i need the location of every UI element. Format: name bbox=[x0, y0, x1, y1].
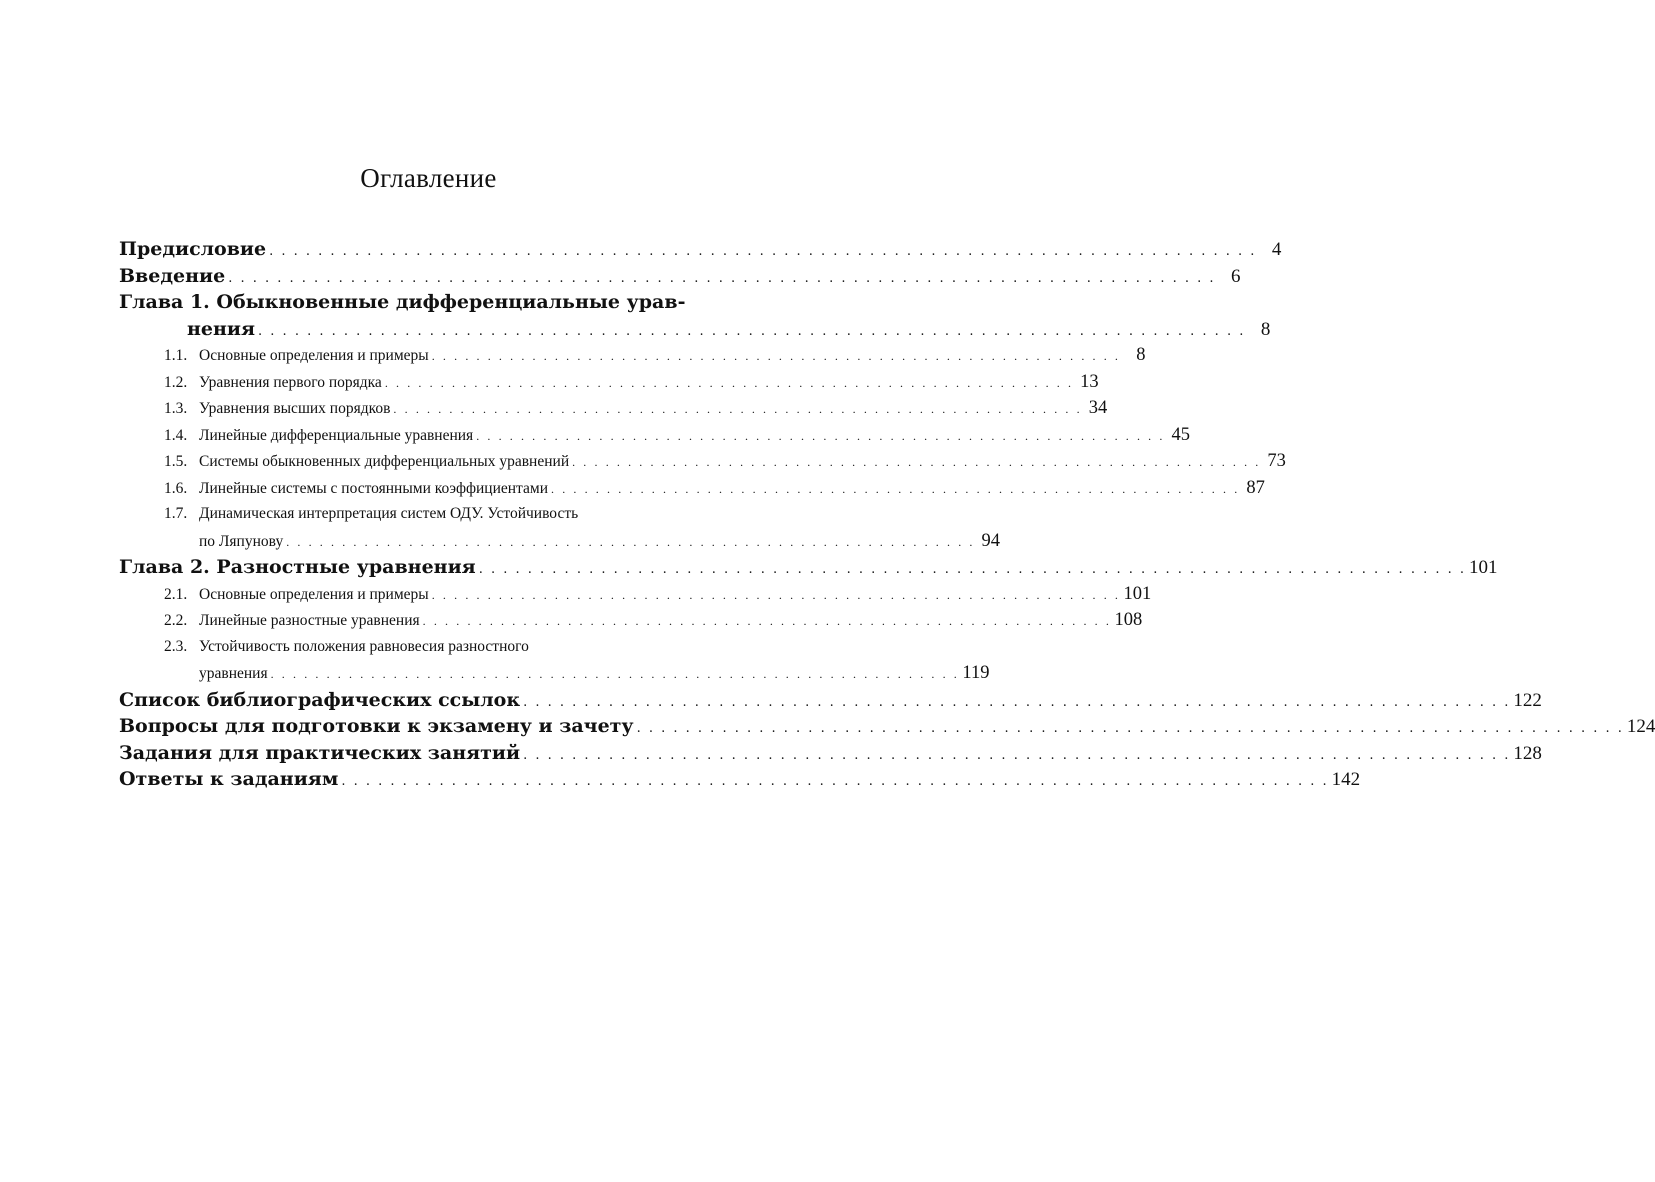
toc-label: Основные определения и примеры bbox=[199, 347, 429, 364]
toc-label: Динамическая интерпретация систем ОДУ. Устойчивость bbox=[199, 505, 579, 522]
dot-leader: . . . . . . . . . . . . . . . . . . . . . . . . . . . . . . . . . . . . . . . . . . . . . . . . . . . . . . . . . . . . . . . . . . . . . . . . . . . . . . . . . bbox=[269, 244, 1257, 259]
toc-label: Список библиографических ссылок bbox=[119, 688, 521, 711]
dot-leader: . . . . . . . . . . . . . . . . . . . . . . . . . . . . . . . . . . . . . . . . . . . . . . . . . . . . . . . . . . . . . . bbox=[476, 428, 1165, 443]
toc-entry-1-7-line1[interactable] bbox=[119, 501, 737, 528]
toc-entry-2-3[interactable] bbox=[119, 660, 990, 687]
toc-page: 122 bbox=[1513, 689, 1542, 711]
toc-page: 119 bbox=[962, 663, 990, 683]
toc-entry-ch1-line1[interactable] bbox=[119, 289, 737, 316]
dot-leader: . . . . . . . . . . . . . . . . . . . . . . . . . . . . . . . . . . . . . . . . . . . . . . . . . . . . . . . . . . . . . . . . . . . . . . . . . . . . . . . . . bbox=[228, 270, 1216, 286]
toc-entry-2-1[interactable] bbox=[119, 581, 1152, 608]
section-number: 2.2. bbox=[164, 612, 188, 629]
toc-entry-2-3-line1[interactable] bbox=[119, 634, 737, 661]
dot-leader: . . . . . . . . . . . . . . . . . . . . . . . . . . . . . . . . . . . . . . . . . . . . . . . . . . . . . . . . . . . . . . bbox=[286, 534, 976, 549]
dot-leader: . . . . . . . . . . . . . . . . . . . . . . . . . . . . . . . . . . . . . . . . . . . . . . . . . . . . . . . . . . . . . . bbox=[572, 455, 1261, 469]
toc-page: 108 bbox=[1114, 610, 1143, 630]
toc-label: Задания для практических занятий bbox=[119, 741, 521, 764]
toc-label: Уравнения высших порядков bbox=[199, 400, 391, 417]
dot-leader: . . . . . . . . . . . . . . . . . . . . . . . . . . . . . . . . . . . . . . . . . . . . . . . . . . . . . . . . . . . . . . bbox=[393, 402, 1083, 416]
toc-label: Уравнения первого порядка bbox=[199, 373, 382, 391]
section-number: 1.3. bbox=[164, 400, 188, 417]
toc-page: 94 bbox=[981, 530, 1001, 551]
toc-label: Вопросы для подготовки к экзамену и зачету bbox=[119, 715, 634, 737]
toc-label: Линейные дифференциальные уравнения bbox=[199, 426, 474, 444]
toc-entry-preface[interactable] bbox=[119, 236, 1282, 263]
toc-label: Введение bbox=[119, 264, 226, 287]
section-number: 1.5. bbox=[164, 453, 188, 470]
section-number: 1.1. bbox=[164, 347, 188, 364]
toc-page: 101 bbox=[1123, 583, 1152, 604]
dot-leader: . . . . . . . . . . . . . . . . . . . . . . . . . . . . . . . . . . . . . . . . . . . . . . . . . . . . . . . . . . . . . . . . . . . . . . . . . . . . . . . . . bbox=[258, 323, 1246, 339]
toc-entry-bibliography[interactable] bbox=[119, 687, 1542, 714]
toc-page: 8 bbox=[1260, 318, 1271, 340]
toc-label: Глава 1. Обыкновенные дифференциальные урав- bbox=[119, 291, 686, 313]
dot-leader: . . . . . . . . . . . . . . . . . . . . . . . . . . . . . . . . . . . . . . . . . . . . . . . . . . . . . . . . . . . . . . bbox=[551, 481, 1240, 496]
toc-page: 8 bbox=[1136, 345, 1146, 365]
toc-entry-tasks[interactable] bbox=[119, 740, 1542, 767]
toc-page: 45 bbox=[1171, 424, 1190, 445]
toc-label: нения bbox=[187, 317, 256, 340]
toc-entry-1-6[interactable] bbox=[119, 475, 1265, 502]
toc-label: Системы обыкновенных дифференциальных уравнений bbox=[199, 453, 570, 470]
section-number: 1.7. bbox=[164, 505, 188, 522]
toc-label: уравнения bbox=[199, 665, 268, 682]
toc-entry-ch2[interactable] bbox=[119, 554, 1498, 581]
toc-page: 34 bbox=[1088, 398, 1108, 418]
toc-label: Основные определения и примеры bbox=[199, 585, 429, 603]
toc-page: 13 bbox=[1080, 371, 1099, 392]
toc-entry-2-2[interactable] bbox=[119, 607, 1143, 634]
dot-leader: . . . . . . . . . . . . . . . . . . . . . . . . . . . . . . . . . . . . . . . . . . . . . . . . . . . . . . . . . . . . . . . . . . . . . . . . . . . . . . . . . bbox=[636, 721, 1624, 736]
section-number: 1.2. bbox=[164, 373, 188, 391]
toc-label: Глава 2. Разностные уравнения bbox=[119, 556, 476, 578]
dot-leader: . . . . . . . . . . . . . . . . . . . . . . . . . . . . . . . . . . . . . . . . . . . . . . . . . . . . . . . . . . . . . . bbox=[422, 614, 1112, 628]
toc-page: 87 bbox=[1246, 477, 1265, 498]
dot-leader: . . . . . . . . . . . . . . . . . . . . . . . . . . . . . . . . . . . . . . . . . . . . . . . . . . . . . . . . . . . . . . . . . . . . . . . . . . . . . . . . . bbox=[341, 774, 1329, 789]
page-title: Оглавление bbox=[360, 163, 497, 193]
dot-leader: . . . . . . . . . . . . . . . . . . . . . . . . . . . . . . . . . . . . . . . . . . . . . . . . . . . . . . . . . . . . . . . . . . . . . . . . . . . . . . . . . bbox=[523, 694, 1511, 710]
toc-entry-1-2[interactable] bbox=[119, 369, 1099, 396]
toc-label: Линейные разностные уравнения bbox=[199, 612, 420, 629]
toc-page: 124 bbox=[1626, 716, 1655, 737]
toc-page: 4 bbox=[1271, 239, 1282, 260]
section-number: 1.6. bbox=[164, 479, 188, 497]
section-number: 2.3. bbox=[164, 637, 188, 655]
table-of-contents bbox=[119, 236, 1655, 793]
dot-leader: . . . . . . . . . . . . . . . . . . . . . . . . . . . . . . . . . . . . . . . . . . . . . . . . . . . . . . . . . . . . . . bbox=[431, 587, 1121, 602]
toc-label: по Ляпунову bbox=[199, 532, 284, 550]
toc-entry-ch1[interactable] bbox=[119, 316, 1271, 343]
toc-page: 128 bbox=[1513, 742, 1542, 764]
toc-entry-questions[interactable] bbox=[119, 713, 1655, 740]
dot-leader: . . . . . . . . . . . . . . . . . . . . . . . . . . . . . . . . . . . . . . . . . . . . . . . . . . . . . . . . . . . . . . . . . . . . . . . . . . . . . . . . . bbox=[523, 747, 1511, 763]
toc-entry-intro[interactable] bbox=[119, 263, 1241, 290]
dot-leader: . . . . . . . . . . . . . . . . . . . . . . . . . . . . . . . . . . . . . . . . . . . . . . . . . . . . . . . . . . . . . . bbox=[384, 375, 1074, 390]
dot-leader: . . . . . . . . . . . . . . . . . . . . . . . . . . . . . . . . . . . . . . . . . . . . . . . . . . . . . . . . . . . . . . bbox=[431, 349, 1121, 363]
toc-label: Ответы к заданиям bbox=[119, 768, 339, 790]
section-number: 1.4. bbox=[164, 426, 188, 444]
toc-entry-1-3[interactable] bbox=[119, 395, 1108, 422]
toc-label: Устойчивость положения равновесия разностного bbox=[199, 637, 529, 655]
toc-entry-1-4[interactable] bbox=[119, 422, 1190, 449]
toc-entry-answers[interactable] bbox=[119, 766, 1361, 793]
toc-entry-1-5[interactable] bbox=[119, 448, 1286, 475]
toc-entry-1-1[interactable] bbox=[119, 342, 1146, 369]
toc-page: 101 bbox=[1469, 557, 1498, 578]
toc-label: Предисловие bbox=[119, 238, 267, 260]
dot-leader: . . . . . . . . . . . . . . . . . . . . . . . . . . . . . . . . . . . . . . . . . . . . . . . . . . . . . . . . . . . . . . bbox=[270, 667, 960, 681]
toc-label: Линейные системы с постоянными коэффициентами bbox=[199, 479, 548, 497]
toc-page: 73 bbox=[1267, 451, 1286, 471]
toc-entry-1-7[interactable] bbox=[119, 528, 1001, 555]
dot-leader: . . . . . . . . . . . . . . . . . . . . . . . . . . . . . . . . . . . . . . . . . . . . . . . . . . . . . . . . . . . . . . . . . . . . . . . . . . . . . . . . . bbox=[478, 562, 1467, 577]
toc-page: 142 bbox=[1331, 769, 1361, 790]
toc-page: 6 bbox=[1231, 265, 1241, 287]
section-number: 2.1. bbox=[164, 585, 188, 603]
